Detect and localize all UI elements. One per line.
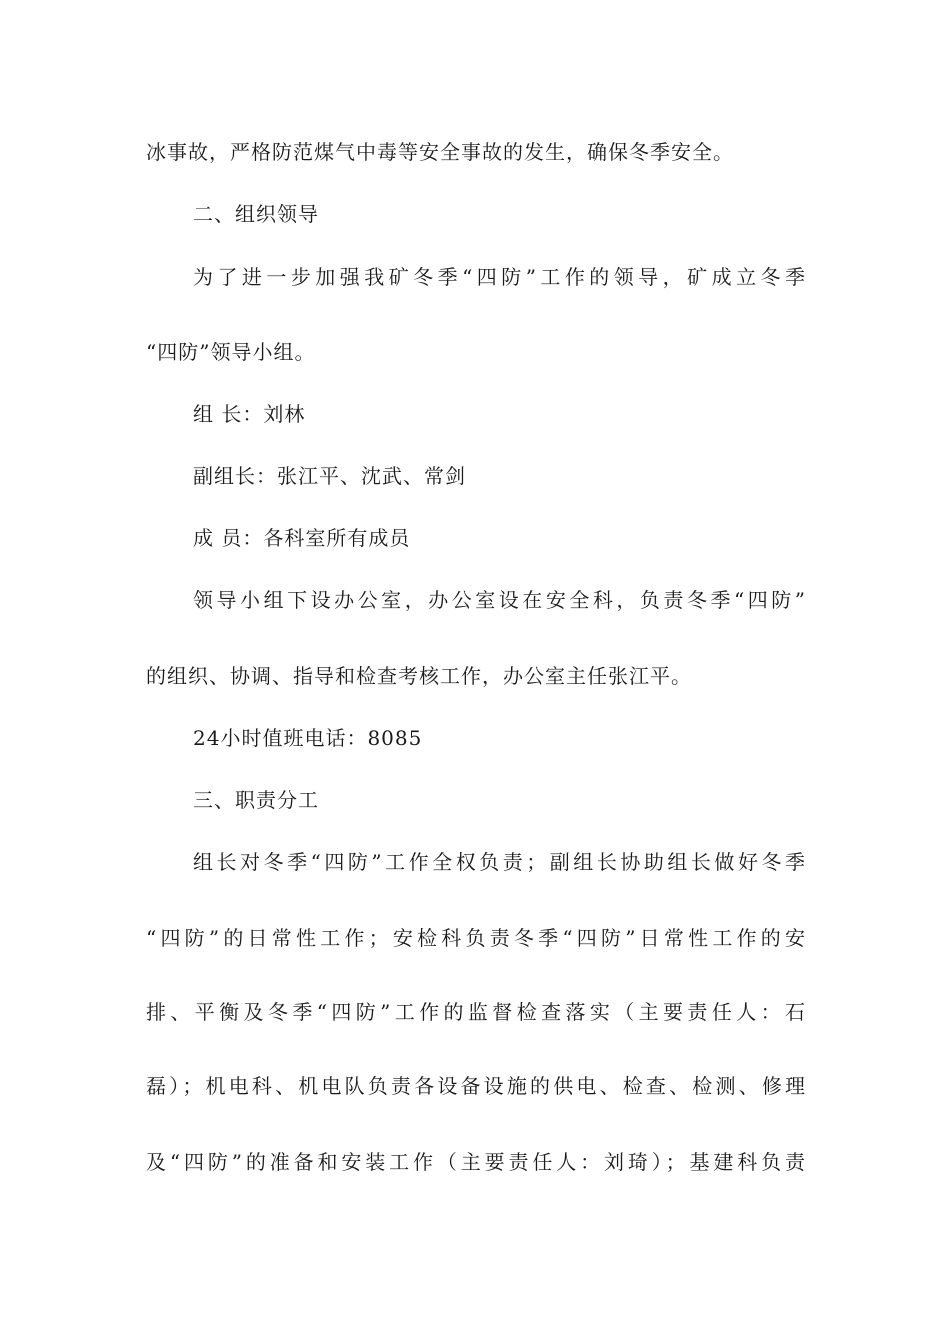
paragraph-line: 组长对冬季“四防”工作全权负责；副组长协助组长做好冬季 xyxy=(193,850,806,874)
paragraph-line: “四防”领导小组。 xyxy=(146,340,316,364)
paragraph-line: 及“四防”的准备和安装工作（主要责任人：刘琦）；基建科负责 xyxy=(146,1150,806,1174)
paragraph-line: 的组织、协调、指导和检查考核工作，办公室主任张江平。 xyxy=(146,664,692,688)
deputy-leader-line: 副组长：张江平、沈武、常剑 xyxy=(193,464,466,488)
duty-phone-line: 24小时值班电话：8085 xyxy=(193,726,423,750)
section-heading-organization: 二、组织领导 xyxy=(193,202,319,226)
section-heading-duties: 三、职责分工 xyxy=(193,788,319,812)
paragraph-line: 磊）；机电科、机电队负责各设备设施的供电、检查、检测、修理 xyxy=(146,1074,806,1098)
members-line: 成 员：各科室所有成员 xyxy=(193,526,411,550)
paragraph-line: “四防”的日常性工作；安检科负责冬季“四防”日常性工作的安 xyxy=(146,926,806,950)
paragraph-line: 领导小组下设办公室，办公室设在安全科，负责冬季“四防” xyxy=(193,588,806,612)
team-leader-line: 组 长：刘林 xyxy=(193,402,306,426)
paragraph-line: 排、平衡及冬季“四防”工作的监督检查落实（主要责任人：石 xyxy=(146,1000,806,1024)
paragraph-line: 为了进一步加强我矿冬季“四防”工作的领导，矿成立冬季 xyxy=(193,265,806,289)
paragraph-line: 冰事故，严格防范煤气中毒等安全事故的发生，确保冬季安全。 xyxy=(146,140,734,164)
